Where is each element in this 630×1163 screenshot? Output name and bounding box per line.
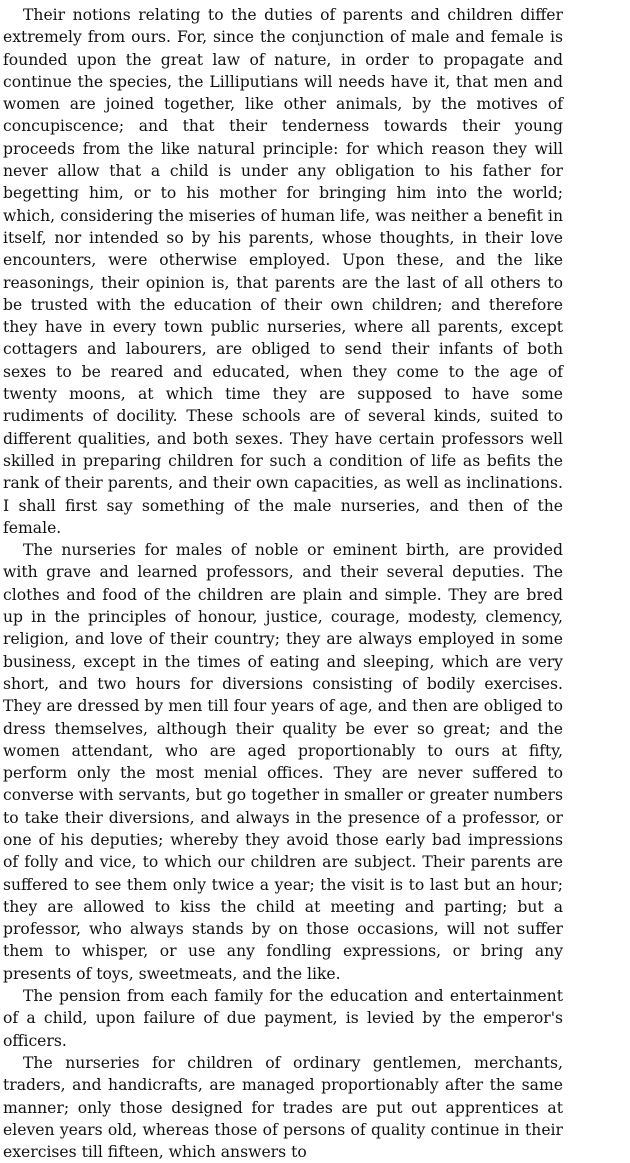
paragraph-ordinary-nurseries: The nurseries for children of ordinary gentlemen, merchants, traders, and handicrafts, are managed proportionably after the same manner; only those designed for trades are put out apprentices at eleven years old, whereas those of persons of quality continue in their exercises till fifteen, which answers to — [3, 1053, 563, 1162]
paragraph-male-nurseries: The nurseries for males of noble or eminent birth, are provided with grave and learned professors, and their several deputies. The clothes and food of the children are plain and simple. They are bred up in the principles of honour, justice, courage, modesty, clemency, religion, and love of their country; they are always employed in some business, except in the times of eating and sleeping, which are very short, and two hours for diversions consisting of bodily exercises. They are dressed by men till four years of age, and then are obliged to dress themselves, although their quality be ever so great; and the women attendant, who are aged proportionably to ours at fifty, perform only the most menial offices. They are never suffered to converse with servants, but go together in smaller or greater numbers to take their diversions, and always in the presence of a professor, or one of his deputies; whereby they avoid those early bad impressions of folly and vice, to which our children are subject. Their parents are suffered to see them only twice a year; the visit is to last but an hour; they are allowed to kiss the child at meeting and parting; but a professor, who always stands by on those occasions, will not suffer them to whisper, or use any fondling expressions, or bring any presents of toys, sweetmeats, and the like. — [3, 541, 563, 983]
paragraph-parents-and-children: Their notions relating to the duties of parents and children differ extremely from ours. For, since the conjunction of male and female is founded upon the great law of nature, in order to propagate and continue the species, the Lilliputians will needs have it, that men and women are joined together, like other animals, by the motives of concupiscence; and that their tenderness towards their young proceeds from the like natural principle: for which reason they will never allow that a child is under any obligation to his father for begetting him, or to his mother for bringing him into the world; which, considering the miseries of human life, was neither a benefit in itself, nor intended so by his parents, whose thoughts, in their love encounters, were otherwise employed. Upon these, and the like reasonings, their opinion is, that parents are the last of all others to be trusted with the education of their own children; and therefore they have in every town public nurseries, where all parents, except cottagers and labourers, are obliged to send their infants of both sexes to be reared and educated, when they come to the age of twenty moons, at which time they are supposed to have some rudiments of docility. These schools are of several kinds, suited to different qualities, and both sexes. They have certain professors well skilled in preparing children for such a condition of life as befits the rank of their parents, and their own capacities, as well as inclinations. I shall first say something of the male nurseries, and then of the female. — [3, 6, 563, 537]
document-page — [3, 4, 563, 1163]
paragraph-pension: The pension from each family for the education and entertainment of a child, upon failure of due payment, is levied by the emperor's officers. — [3, 987, 563, 1050]
